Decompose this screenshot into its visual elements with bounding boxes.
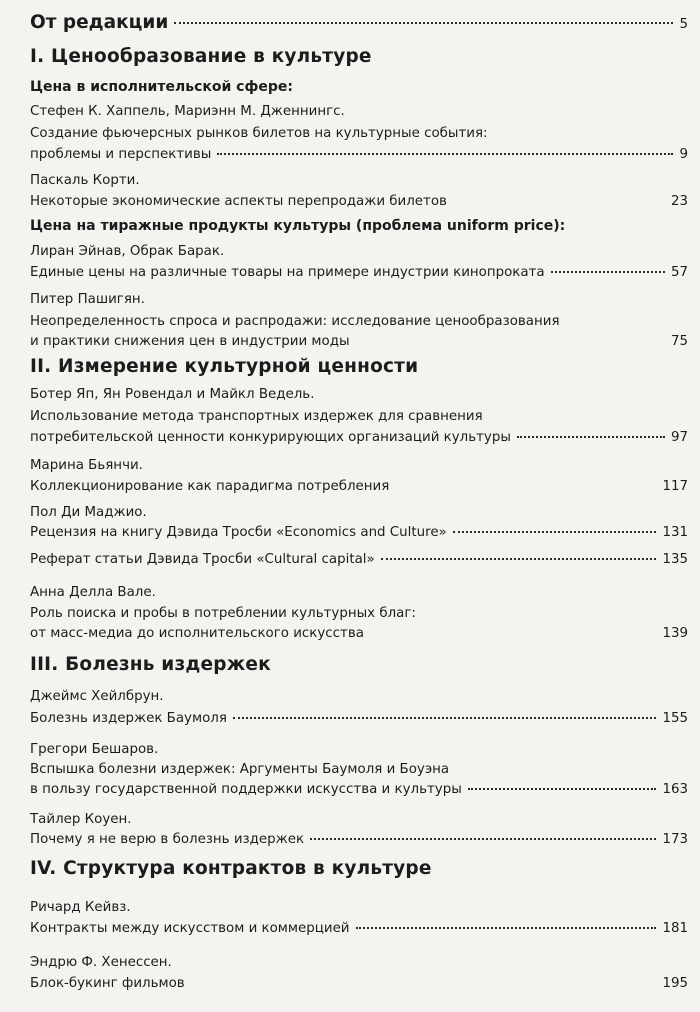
toc-entry: [30, 525, 688, 541]
entry-title-line: Болезнь издержек Баумоля: [30, 711, 227, 726]
entry-title-line: Использование метода транспортных издержек для сравнения: [30, 409, 483, 424]
entry-authors: Лиран Эйнав, Обрак Барак.: [30, 244, 225, 259]
entry-title-line: Рецензия на книгу Дэвида Тросби «Economics and Culture»: [30, 525, 447, 540]
entry-authors: Пол Ди Маджио.: [30, 505, 147, 520]
entry-title-line: Неопределенность спроса и распродажи: исследование ценообразования: [30, 314, 560, 329]
entry-authors: Ботер Яп, Ян Ровендал и Майкл Ведель.: [30, 387, 315, 402]
entry-title-line: потребительской ценности конкурирующих организаций культуры: [30, 430, 511, 445]
page-number: 117: [662, 479, 688, 494]
entry-title-line: Единые цены на различные товары на примере индустрии кинопроката: [30, 265, 545, 280]
toc-entry: [30, 832, 688, 848]
page-number: 135: [662, 552, 688, 567]
entry-authors: Марина Бьянчи.: [30, 458, 143, 473]
toc-entry: [30, 194, 688, 210]
page-number: 75: [670, 334, 688, 349]
toc-entry: [30, 479, 688, 495]
toc-entry: [30, 147, 688, 163]
dot-leader: [356, 927, 657, 929]
dot-leader: [370, 632, 657, 634]
page-number: 131: [662, 525, 688, 540]
entry-authors: Тайлер Коуен.: [30, 812, 132, 827]
entry-title-line: Роль поиска и пробы в потреблении культурных благ:: [30, 606, 416, 621]
page-number: 155: [662, 711, 688, 726]
entry-title-line: и практики снижения цен в индустрии моды: [30, 334, 350, 349]
toc-entry: [30, 921, 688, 937]
toc-intro: [30, 12, 688, 36]
toc-entry: [30, 430, 688, 446]
entry-authors: Стефен К. Хаппель, Мариэнн М. Дженнингс.: [30, 104, 345, 119]
toc-entry: [30, 626, 688, 642]
entry-authors: Джеймс Хейлбрун.: [30, 689, 164, 704]
toc-entry: [30, 782, 688, 798]
entry-title-line: проблемы и перспективы: [30, 147, 212, 162]
entry-authors: Ричард Кейвз.: [30, 900, 131, 915]
dot-leader: [356, 340, 665, 342]
page-number: 97: [670, 430, 688, 445]
entry-title-line: Создание фьючерсных рынков билетов на культурные события:: [30, 126, 488, 141]
entry-authors: Питер Пашигян.: [30, 292, 145, 307]
page-number: 9: [679, 147, 688, 162]
dot-leader: [233, 717, 657, 719]
entry-title-line: Реферат статьи Дэвида Тросби «Cultural capital»: [30, 552, 375, 567]
entry-authors: Анна Делла Вале.: [30, 585, 156, 600]
entry-title-line: Почему я не верю в болезнь издержек: [30, 832, 305, 847]
subsection-heading: Цена на тиражные продукты культуры (проблема uniform price):: [30, 218, 566, 234]
entry-title-line: Контракты между искусством и коммерцией: [30, 921, 350, 936]
entry-title-line: в пользу государственной поддержки искусства и культуры: [30, 782, 462, 797]
toc-entry: [30, 976, 688, 992]
page-number: 139: [662, 626, 688, 641]
page-number: 195: [662, 976, 688, 991]
entry-title-line: от масс-медиа до исполнительского искусства: [30, 626, 364, 641]
dot-leader: [468, 788, 657, 790]
dot-leader: [517, 436, 665, 438]
entry-title-line: Некоторые экономические аспекты перепродажи билетов: [30, 194, 447, 209]
subsection-heading: Цена в исполнительской сфере:: [30, 79, 293, 95]
entry-title-line: Коллекционирование как парадигма потребления: [30, 479, 390, 494]
page-number: 181: [662, 921, 688, 936]
section-heading: III. Болезнь издержек: [30, 654, 271, 675]
entry-title-line: Блок-букинг фильмов: [30, 976, 185, 991]
intro-title: От редакции: [30, 12, 169, 33]
dot-leader: [551, 271, 665, 273]
toc-entry: [30, 711, 688, 727]
dot-leader: [453, 200, 665, 202]
page-number: 57: [670, 265, 688, 280]
dot-leader: [395, 485, 656, 487]
page-number: 173: [662, 832, 688, 847]
page-number: 5: [679, 17, 688, 32]
dot-leader: [310, 838, 656, 840]
dot-leader: [191, 982, 657, 984]
toc-entry: [30, 334, 688, 350]
entry-title-line: Вспышка болезни издержек: Аргументы Баумоля и Боуэна: [30, 762, 450, 777]
entry-authors: Паскаль Корти.: [30, 173, 140, 188]
entry-authors: Эндрю Ф. Хенессен.: [30, 955, 172, 970]
entry-authors: Грегори Бешаров.: [30, 742, 159, 757]
page-number: 23: [670, 194, 688, 209]
dot-leader: [453, 531, 657, 533]
section-heading: II. Измерение культурной ценности: [30, 356, 419, 377]
toc-entry: [30, 552, 688, 568]
page-number: 163: [662, 782, 688, 797]
dot-leader: [174, 22, 673, 24]
section-heading: I. Ценообразование в культуре: [30, 46, 372, 67]
toc-entry: [30, 265, 688, 281]
dot-leader: [381, 558, 657, 560]
section-heading: IV. Структура контрактов в культуре: [30, 858, 432, 879]
dot-leader: [217, 153, 673, 155]
